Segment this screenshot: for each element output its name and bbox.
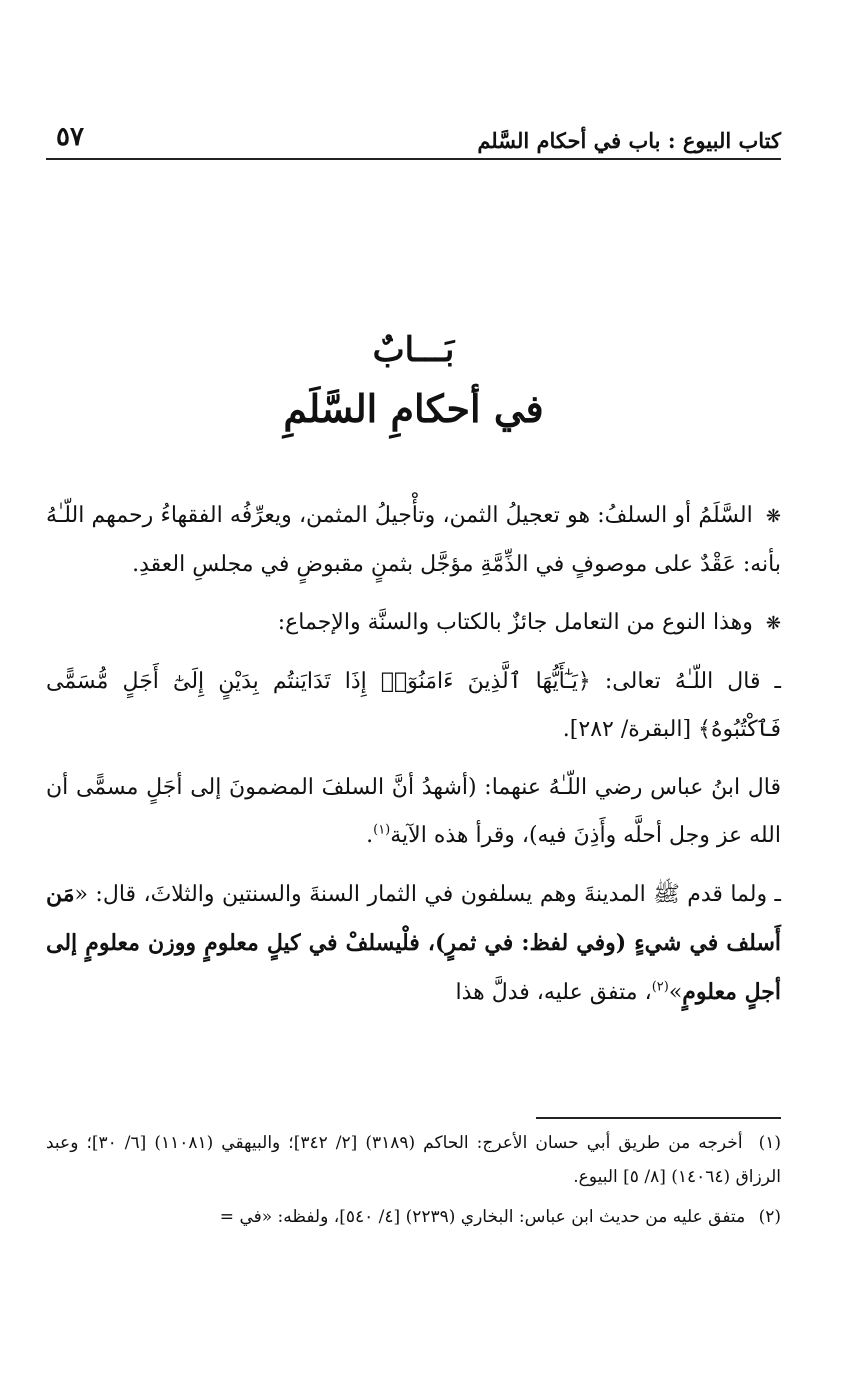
- bullet-icon: ❋: [765, 506, 781, 527]
- footnote-number: (٢): [758, 1207, 781, 1227]
- chapter-title: في أحكامِ السَّلَمِ: [283, 386, 544, 431]
- paragraph-text: ـ ولما قدم ﷺ المدينةَ وهم يسلفون في الثمار السنةَ والسنتين والثلاثَ، قال: «: [74, 882, 781, 907]
- paragraph-text-end: ، متفق عليه، فدلَّ هذا: [455, 980, 652, 1005]
- footnote-ref[interactable]: (١): [373, 822, 391, 838]
- paragraph-quran-verse: [46, 658, 781, 754]
- paragraph-hadith: [46, 870, 781, 1017]
- bullet-icon: ❋: [765, 613, 781, 634]
- footnote-1: [46, 1126, 781, 1194]
- paragraph-text: السَّلَمُ أو السلفُ: هو تعجيلُ الثمن، وتأْجيلُ المثمن، ويعرِّفُه الفقهاءُ رحمهم اللّـٰهُ بأنه: عَقْدٌ على موصوفٍ في الذِّمَّةِ مؤجَّل بثمنٍ مقبوضٍ في مجلسِ العقدِ.: [46, 503, 781, 577]
- quote-close: »: [668, 980, 683, 1005]
- footnote-2: [46, 1200, 781, 1234]
- paragraph-ibn-abbas: [46, 764, 781, 860]
- body-text: [46, 492, 781, 1027]
- footnote-number: (١): [758, 1133, 782, 1153]
- chapter-label: بَـــابٌ: [372, 330, 455, 370]
- paragraph-text: وهذا النوع من التعامل جائزٌ بالكتاب والسنَّة والإجماع:: [277, 610, 753, 635]
- footnote-ref[interactable]: (٢): [651, 979, 669, 995]
- footnote-divider: [536, 1117, 781, 1119]
- running-title: كتاب البيوع : باب في أحكام السَّلم: [477, 128, 781, 153]
- hadith-quote: مَن أَسلف في شيءٍ (وفي لفظ: في ثمرٍ)، فلْيسلفْ في كيلٍ معلومٍ ووزن معلومٍ إلى أجلٍ معلومٍ: [46, 881, 781, 1005]
- footnote-text: متفق عليه من حديث ابن عباس: البخاري (٢٢٣٩) [٤/ ٥٤٠]، ولفظه: «في =: [219, 1207, 746, 1227]
- paragraph-end: .: [366, 823, 374, 848]
- footnotes: [46, 1126, 781, 1240]
- paragraph-text: قال ابنُ عباس رضي اللّـٰهُ عنهما: (أشهدُ أنَّ السلفَ المضمونَ إلى أجَلٍ مسمًّى أن الله عز وجل أحلَّه وأَذِنَ فيه)، وقرأ هذه الآية: [46, 775, 781, 848]
- book-page: [46, 0, 781, 1376]
- paragraph-permissibility: [46, 599, 781, 648]
- paragraph-text: ـ قال اللّـٰهُ تعالى: ﴿يَـٰٓأَيُّهَا ٱلَّذِينَ ءَامَنُوٓا۟ إِذَا تَدَايَنتُم بِدَيْنٍ إِلَىٰٓ أَجَلٍ مُّسَمًّى فَٱكْتُبُوهُ﴾ [البقرة/ ٢٨٢].: [46, 669, 781, 742]
- running-header: [46, 118, 781, 160]
- footnote-text: أخرجه من طريق أبي حسان الأعرج: الحاكم (٣١٨٩) [٢/ ٣٤٢]؛ والبيهقي (١١٠٨١) [٦/ ٣٠]؛ وعبد الرزاق (١٤٠٦٤) [٨/ ٥] البيوع.: [46, 1133, 781, 1187]
- paragraph-definition: [46, 492, 781, 589]
- page-number: ٥٧: [56, 122, 84, 152]
